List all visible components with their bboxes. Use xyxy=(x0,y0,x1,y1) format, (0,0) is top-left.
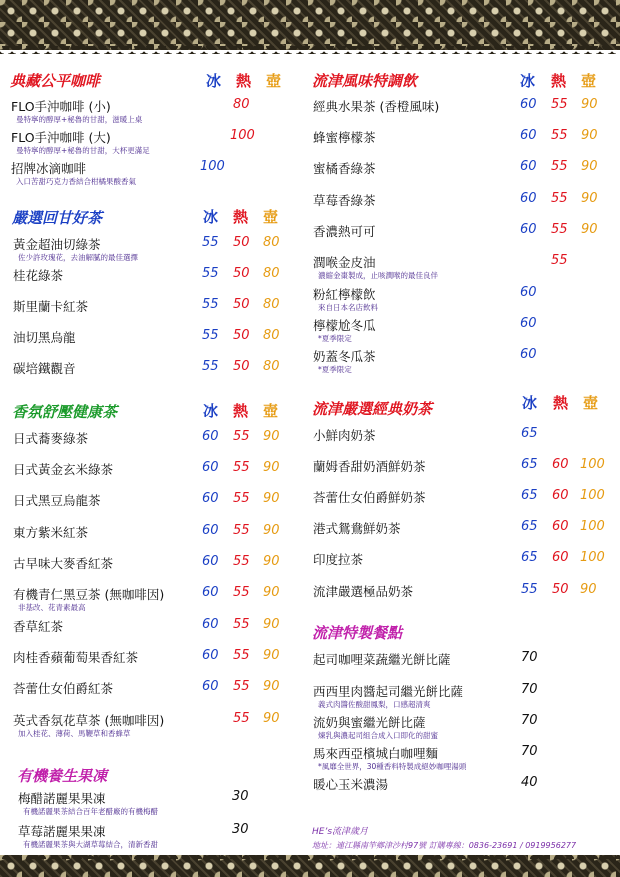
menu-item-price: 100 xyxy=(580,457,605,472)
menu-item-price: 90 xyxy=(263,460,280,475)
menu-item-name: 蜜橘香綠茶 xyxy=(313,161,376,176)
menu-item-name: 蜂蜜檸檬茶 xyxy=(313,130,376,145)
menu-item-price: 55 xyxy=(551,253,568,268)
menu-item-price: 90 xyxy=(263,523,280,538)
menu-item-price: 60 xyxy=(520,97,537,112)
menu-item-name: 起司咖哩菜蔬繼光餅比薩 xyxy=(313,652,451,667)
menu-item-price: 30 xyxy=(232,822,249,837)
menu-item-price: 60 xyxy=(202,648,219,663)
column-header-ice: 冰 xyxy=(520,72,536,90)
menu-item-name: FLO手沖咖啡 (小) xyxy=(11,99,111,114)
menu-item-price: 90 xyxy=(263,585,280,600)
menu-item-name: 碳培鐵觀音 xyxy=(13,361,76,376)
menu-item-name: 流津嚴選極品奶茶 xyxy=(313,584,414,599)
menu-item-price: 65 xyxy=(521,457,538,472)
section-title-milktea: 流津嚴選經典奶茶 xyxy=(312,400,433,418)
menu-item-price: 100 xyxy=(580,488,605,503)
menu-item-price: 60 xyxy=(520,347,537,362)
menu-item-price: 55 xyxy=(202,328,219,343)
top-damask-border xyxy=(0,0,620,50)
menu-item-price: 70 xyxy=(521,682,538,697)
menu-item-name: 有機青仁黑豆茶 (無咖啡因) xyxy=(13,587,165,602)
menu-item-name: 粉紅檸檬飲 xyxy=(313,287,376,302)
menu-item-price: 60 xyxy=(520,316,537,331)
section-title-health: 香氛舒壓健康茶 xyxy=(12,403,118,421)
menu-item-name: 經典水果茶 (香橙風味) xyxy=(313,99,440,114)
menu-item-price: 65 xyxy=(521,426,538,441)
menu-item-price: 55 xyxy=(521,582,538,597)
menu-item-price: 90 xyxy=(581,128,598,143)
menu-item-price: 55 xyxy=(202,297,219,312)
menu-item-price: 80 xyxy=(263,328,280,343)
menu-item-name: 印度拉茶 xyxy=(313,552,364,567)
menu-item-price: 55 xyxy=(551,128,568,143)
menu-item-price: 50 xyxy=(233,328,250,343)
menu-item-description: 來自日本名店飲料 xyxy=(318,303,378,312)
menu-item-name: 肉桂香蘋葡萄果香紅茶 xyxy=(13,650,139,665)
menu-item-price: 60 xyxy=(552,488,569,503)
menu-item-name: 港式鴛鴦鮮奶茶 xyxy=(313,521,401,536)
column-header-pot: 壺 xyxy=(263,208,279,226)
section-title-oolong: 嚴選回甘好茶 xyxy=(12,209,103,227)
menu-item-price: 55 xyxy=(202,359,219,374)
menu-item-price: 90 xyxy=(263,711,280,726)
column-header-pot: 壺 xyxy=(266,72,282,90)
menu-item-price: 55 xyxy=(233,460,250,475)
menu-item-name: 檸檬尬冬瓜 xyxy=(313,318,376,333)
menu-item-price: 60 xyxy=(552,457,569,472)
menu-item-price: 30 xyxy=(232,789,249,804)
menu-item-price: 50 xyxy=(233,266,250,281)
section-title-meals: 流津特製餐點 xyxy=(312,624,403,642)
menu-item-description: 煉乳與濃起司組合成入口即化的甜蜜 xyxy=(318,731,438,740)
column-header-hot: 熱 xyxy=(551,72,567,90)
menu-item-price: 60 xyxy=(202,617,219,632)
menu-item-price: 60 xyxy=(520,222,537,237)
menu-item-price: 90 xyxy=(581,191,598,206)
section-title-coffee: 典藏公平咖啡 xyxy=(10,72,101,90)
menu-item-price: 90 xyxy=(580,582,597,597)
menu-item-price: 80 xyxy=(263,266,280,281)
menu-item-name: 西西里肉醬起司繼光餅比薩 xyxy=(313,684,464,699)
menu-item-price: 55 xyxy=(233,429,250,444)
menu-item-name: 香濃熱可可 xyxy=(313,224,376,239)
menu-item-price: 55 xyxy=(233,648,250,663)
bottom-damask-border xyxy=(0,855,620,877)
menu-item-price: 60 xyxy=(202,554,219,569)
menu-item-name: 古早味大麥香紅茶 xyxy=(13,556,114,571)
menu-item-price: 55 xyxy=(233,585,250,600)
menu-item-description: 有機諾麗果茶與大湖草莓結合，清新香甜 xyxy=(23,840,158,849)
menu-item-price: 55 xyxy=(202,235,219,250)
menu-item-price: 90 xyxy=(581,159,598,174)
menu-item-price: 55 xyxy=(233,554,250,569)
menu-item-price: 65 xyxy=(521,488,538,503)
menu-item-price: 55 xyxy=(551,97,568,112)
menu-item-price: 60 xyxy=(202,523,219,538)
menu-item-description: *夏季限定 xyxy=(318,365,352,374)
menu-item-price: 55 xyxy=(202,266,219,281)
menu-item-price: 90 xyxy=(263,554,280,569)
menu-item-name: 梅醋諾麗果果凍 xyxy=(18,791,106,806)
menu-item-price: 100 xyxy=(230,128,255,143)
menu-item-price: 60 xyxy=(520,159,537,174)
menu-item-name: 東方紫米紅茶 xyxy=(13,525,89,540)
menu-item-price: 90 xyxy=(263,679,280,694)
menu-item-price: 100 xyxy=(580,519,605,534)
menu-item-price: 90 xyxy=(581,97,598,112)
menu-item-name: 斯里蘭卡紅茶 xyxy=(13,299,89,314)
menu-item-price: 80 xyxy=(263,359,280,374)
menu-item-name: 蘭姆香甜奶酒鮮奶茶 xyxy=(313,459,426,474)
menu-item-price: 55 xyxy=(233,491,250,506)
column-header-hot: 熱 xyxy=(553,394,569,412)
menu-item-price: 50 xyxy=(552,582,569,597)
menu-item-price: 40 xyxy=(521,775,538,790)
menu-item-price: 100 xyxy=(200,159,225,174)
menu-item-price: 70 xyxy=(521,713,538,728)
menu-item-name: 招牌冰滴咖啡 xyxy=(11,161,87,176)
menu-item-price: 55 xyxy=(551,222,568,237)
menu-item-description: 曼特寧的醇厚+秘魯的甘甜，大杯更滿足 xyxy=(16,146,150,155)
menu-item-description: 有機諾麗果茶結合百年老醋廠的有機梅醋 xyxy=(23,807,158,816)
column-header-ice: 冰 xyxy=(203,402,219,420)
menu-item-price: 55 xyxy=(233,711,250,726)
menu-item-name: 桂花綠茶 xyxy=(13,268,64,283)
column-header-hot: 熱 xyxy=(236,72,252,90)
menu-item-price: 60 xyxy=(202,679,219,694)
menu-item-price: 65 xyxy=(521,519,538,534)
menu-item-price: 55 xyxy=(551,159,568,174)
column-header-ice: 冰 xyxy=(203,208,219,226)
menu-item-price: 60 xyxy=(202,491,219,506)
column-header-pot: 壺 xyxy=(263,402,279,420)
menu-item-price: 55 xyxy=(233,523,250,538)
menu-item-name: 小鮮肉奶茶 xyxy=(313,428,376,443)
menu-item-price: 60 xyxy=(552,519,569,534)
menu-item-description: 加入桂花、薄荷、馬鞭草和香蜂草 xyxy=(18,729,131,738)
menu-item-description: 義式肉醬佐酸甜鳳梨，口感超清爽 xyxy=(318,700,431,709)
menu-item-price: 60 xyxy=(520,191,537,206)
menu-item-price: 65 xyxy=(521,550,538,565)
menu-item-name: 英式香氛花草茶 (無咖啡因) xyxy=(13,713,165,728)
menu-item-name: 香草紅茶 xyxy=(13,619,64,634)
menu-item-name: 草莓諾麗果果凍 xyxy=(18,824,106,839)
menu-item-price: 90 xyxy=(263,491,280,506)
menu-item-price: 50 xyxy=(233,235,250,250)
menu-item-price: 55 xyxy=(233,617,250,632)
menu-item-name: 荅蕾仕女伯爵鮮奶茶 xyxy=(313,490,426,505)
menu-item-name: 暖心玉米濃湯 xyxy=(313,777,389,792)
menu-item-price: 100 xyxy=(580,550,605,565)
menu-item-name: 日式蕎麥綠茶 xyxy=(13,431,89,446)
menu-item-description: 曼特寧的醇厚+秘魯的甘甜，滋暖上桌 xyxy=(16,115,143,124)
column-header-hot: 熱 xyxy=(233,208,249,226)
menu-item-description: 濃縮金棗製成，止咳潤喉的最佳良伴 xyxy=(318,271,438,280)
menu-item-name: 油切黑烏龍 xyxy=(13,330,76,345)
menu-item-price: 90 xyxy=(263,648,280,663)
section-title-jelly: 有機養生果凍 xyxy=(17,767,108,785)
menu-item-price: 50 xyxy=(233,359,250,374)
menu-item-price: 90 xyxy=(581,222,598,237)
menu-item-description: *夏季限定 xyxy=(318,334,352,343)
menu-item-name: 日式黑豆烏龍茶 xyxy=(13,493,101,508)
menu-item-name: FLO手沖咖啡 (大) xyxy=(11,130,111,145)
menu-item-price: 60 xyxy=(520,128,537,143)
menu-item-name: 潤喉金皮油 xyxy=(313,255,376,270)
menu-item-price: 70 xyxy=(521,744,538,759)
menu-item-price: 60 xyxy=(520,285,537,300)
menu-item-description: 入口苦甜巧克力香結合柑橘果酸香氣 xyxy=(16,177,136,186)
menu-item-price: 60 xyxy=(202,429,219,444)
menu-item-description: *風靡全世界，30種香料特製成絕妙咖哩湯頭 xyxy=(318,762,467,771)
section-title-fruit: 流津風味特調飲 xyxy=(312,72,418,90)
menu-item-name: 馬來西亞檳城白咖哩麵 xyxy=(313,746,439,761)
menu-item-name: 日式黃金玄米綠茶 xyxy=(13,462,114,477)
menu-item-price: 90 xyxy=(263,617,280,632)
column-header-hot: 熱 xyxy=(233,402,249,420)
menu-item-price: 70 xyxy=(521,650,538,665)
menu-item-price: 80 xyxy=(263,297,280,312)
footer-brand: HE’s流津歲月 xyxy=(312,827,369,837)
menu-item-price: 60 xyxy=(552,550,569,565)
menu-item-price: 60 xyxy=(202,460,219,475)
menu-item-price: 55 xyxy=(233,679,250,694)
menu-item-price: 50 xyxy=(233,297,250,312)
menu-item-price: 55 xyxy=(551,191,568,206)
footer-address: 地址：連江縣南竿鄉津沙村97號 訂購專線：0836-23691 / 0919956277 xyxy=(312,841,577,850)
menu-item-price: 80 xyxy=(233,97,250,112)
menu-item-description: 非基改、花青素最高 xyxy=(18,603,86,612)
menu-item-name: 奶蓋冬瓜茶 xyxy=(313,349,376,364)
menu-item-description: 佐少許玫瑰花，去油解膩的最佳選擇 xyxy=(18,253,138,262)
menu-item-price: 60 xyxy=(202,585,219,600)
menu-item-name: 草莓香綠茶 xyxy=(313,193,376,208)
menu-item-price: 90 xyxy=(263,429,280,444)
menu-item-name: 流奶與蜜繼光餅比薩 xyxy=(313,715,426,730)
column-header-ice: 冰 xyxy=(206,72,222,90)
menu-item-price: 80 xyxy=(263,235,280,250)
column-header-ice: 冰 xyxy=(522,394,538,412)
menu-item-name: 荅蕾仕女伯爵紅茶 xyxy=(13,681,114,696)
menu-item-name: 黃金超油切綠茶 xyxy=(13,237,101,252)
column-header-pot: 壺 xyxy=(583,394,599,412)
column-header-pot: 壺 xyxy=(581,72,597,90)
